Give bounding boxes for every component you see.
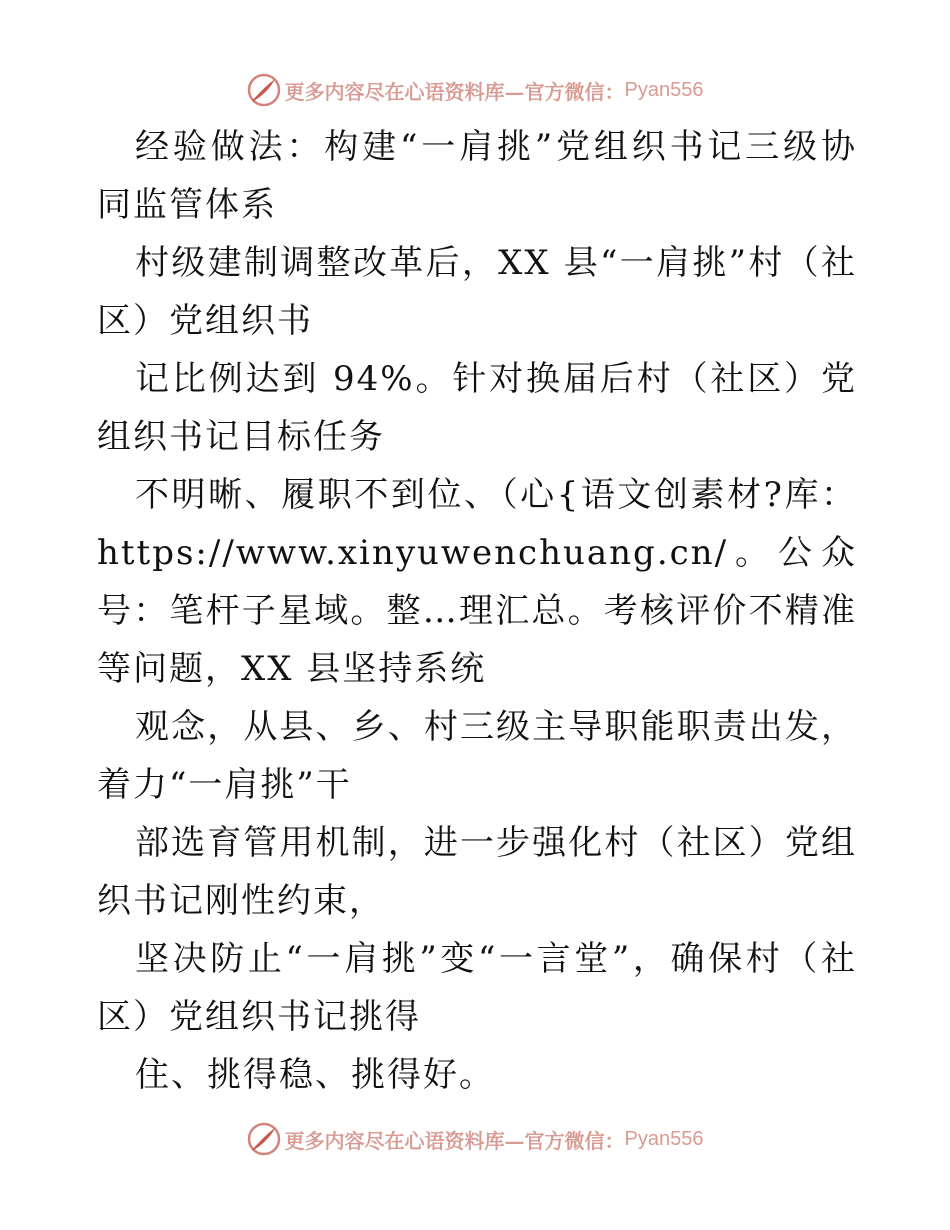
banner-text: 更多内容尽在心语资料库—官方微信： (284, 79, 625, 104)
paragraph: 经验做法：构建“一肩挑”党组织书记三级协同监管体系 (97, 127, 857, 225)
banner-text: 更多内容尽在心语资料库—官方微信： (284, 1128, 625, 1153)
paragraph: 坚决防止“一肩挑”变“一言堂”，确保村（社区）党组织书记挑得 (97, 939, 857, 1037)
article-body (97, 118, 857, 1104)
paragraph: 住、挑得稳、挑得好。 (135, 1055, 495, 1095)
quill-circle-icon (247, 1122, 281, 1156)
paragraph: 观念，从县、乡、村三级主导职能职责出发，着力“一肩挑”干 (97, 707, 857, 805)
quill-circle-icon (247, 73, 281, 107)
paragraph: 部选育管用机制，进一步强化村（社区）党组织书记刚性约束， (97, 823, 857, 921)
wechat-id: Pyan556 (624, 1127, 704, 1150)
header-banner (0, 73, 950, 107)
paragraph: 不明晰、履职不到位、（心{语文创素材?库：https://www.xinyuwenchuang.cn/。公众号：笔杆子星域。整…理汇总。考核评价不精准等问题，XX 县坚持系统 (97, 475, 857, 689)
paragraph: 村级建制调整改革后，XX 县“一肩挑”村（社区）党组织书 (97, 243, 857, 341)
paragraph: 记比例达到 94%。针对换届后村（社区）党组织书记目标任务 (97, 359, 857, 457)
wechat-id: Pyan556 (624, 78, 704, 101)
footer-banner (0, 1122, 950, 1156)
